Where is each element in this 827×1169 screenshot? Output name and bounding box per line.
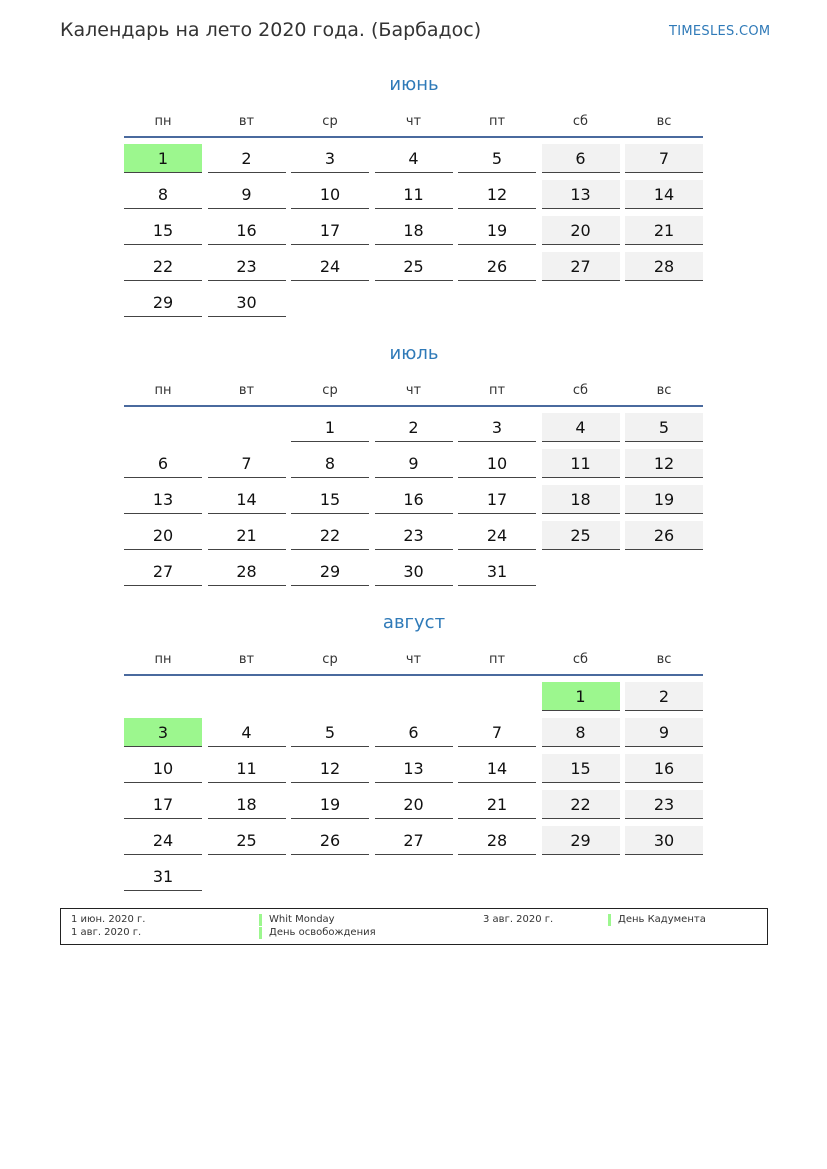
weekday-label: ср <box>322 114 338 129</box>
day-cell: 11 <box>208 754 286 783</box>
day-cell: 26 <box>291 826 369 855</box>
day-cell: 27 <box>375 826 453 855</box>
legend-date: 1 июн. 2020 г. <box>71 914 146 925</box>
weekday-label: вт <box>238 114 255 129</box>
day-cell: 7 <box>625 144 703 173</box>
month-block <box>124 343 704 603</box>
header-rule <box>124 674 703 676</box>
legend-date: 1 авг. 2020 г. <box>71 927 142 938</box>
day-cell: 30 <box>208 288 286 317</box>
day-cell: 10 <box>124 754 202 783</box>
day-cell: 8 <box>291 449 369 478</box>
day-cell: 4 <box>208 718 286 747</box>
day-cell: 20 <box>124 521 202 550</box>
day-cell: 19 <box>625 485 703 514</box>
weekday-label: сб <box>572 114 589 129</box>
day-cell: 18 <box>208 790 286 819</box>
day-cell: 8 <box>542 718 620 747</box>
day-cell: 1 <box>291 413 369 442</box>
legend-holiday-name: День освобождения <box>259 927 376 939</box>
day-cell: 22 <box>542 790 620 819</box>
day-cell: 21 <box>458 790 536 819</box>
day-cell: 25 <box>208 826 286 855</box>
weekday-label: пт <box>488 383 506 398</box>
day-cell: 16 <box>375 485 453 514</box>
day-cell: 10 <box>458 449 536 478</box>
day-cell: 2 <box>208 144 286 173</box>
day-cell: 16 <box>625 754 703 783</box>
day-cell: 25 <box>375 252 453 281</box>
day-cell: 24 <box>458 521 536 550</box>
day-cell: 13 <box>375 754 453 783</box>
day-cell: 11 <box>542 449 620 478</box>
day-cell: 20 <box>375 790 453 819</box>
weekday-label: чт <box>405 114 422 129</box>
day-cell: 17 <box>458 485 536 514</box>
day-cell: 13 <box>124 485 202 514</box>
day-cell: 23 <box>625 790 703 819</box>
day-cell: 6 <box>375 718 453 747</box>
holiday-legend <box>60 908 768 945</box>
weekday-label: пт <box>488 652 506 667</box>
day-cell: 19 <box>291 790 369 819</box>
day-cell: 15 <box>124 216 202 245</box>
day-cell: 26 <box>458 252 536 281</box>
day-cell: 12 <box>625 449 703 478</box>
weekday-label: ср <box>322 652 338 667</box>
day-cell: 12 <box>291 754 369 783</box>
day-cell: 9 <box>375 449 453 478</box>
day-cell: 6 <box>124 449 202 478</box>
day-cell: 5 <box>291 718 369 747</box>
holiday-day-cell: 3 <box>124 718 202 747</box>
day-cell: 7 <box>208 449 286 478</box>
month-block <box>124 74 704 334</box>
day-cell: 20 <box>542 216 620 245</box>
day-cell: 24 <box>291 252 369 281</box>
weekday-label: пн <box>154 652 172 667</box>
day-cell: 22 <box>291 521 369 550</box>
day-cell: 23 <box>375 521 453 550</box>
weekday-label: сб <box>572 652 589 667</box>
day-cell: 15 <box>291 485 369 514</box>
page-title: Календарь на лето 2020 года. (Барбадос) <box>60 19 482 41</box>
day-cell: 21 <box>625 216 703 245</box>
day-cell: 8 <box>124 180 202 209</box>
day-cell: 22 <box>124 252 202 281</box>
day-cell: 27 <box>542 252 620 281</box>
day-cell: 18 <box>542 485 620 514</box>
day-cell: 28 <box>208 557 286 586</box>
day-cell: 12 <box>458 180 536 209</box>
weekday-label: сб <box>572 383 589 398</box>
day-cell: 28 <box>458 826 536 855</box>
day-cell: 15 <box>542 754 620 783</box>
month-name: июнь <box>389 74 439 95</box>
day-cell: 7 <box>458 718 536 747</box>
weekday-label: пн <box>154 383 172 398</box>
day-cell: 13 <box>542 180 620 209</box>
day-cell: 6 <box>542 144 620 173</box>
day-cell: 26 <box>625 521 703 550</box>
day-cell: 11 <box>375 180 453 209</box>
legend-holiday-name: День Кадумента <box>608 914 706 926</box>
day-cell: 17 <box>124 790 202 819</box>
day-cell: 9 <box>625 718 703 747</box>
day-cell: 25 <box>542 521 620 550</box>
weekday-label: вс <box>656 652 672 667</box>
header-rule <box>124 136 703 138</box>
day-cell: 16 <box>208 216 286 245</box>
day-cell: 31 <box>124 862 202 891</box>
holiday-day-cell: 1 <box>124 144 202 173</box>
day-cell: 14 <box>458 754 536 783</box>
weekday-label: ср <box>322 383 338 398</box>
day-cell: 3 <box>458 413 536 442</box>
weekday-label: вт <box>238 383 255 398</box>
day-cell: 18 <box>375 216 453 245</box>
weekday-label: чт <box>405 652 422 667</box>
day-cell: 27 <box>124 557 202 586</box>
weekday-label: вс <box>656 383 672 398</box>
month-name: август <box>382 612 446 633</box>
legend-holiday-name: Whit Monday <box>259 914 335 926</box>
day-cell: 24 <box>124 826 202 855</box>
weekday-label: пн <box>154 114 172 129</box>
weekday-label: вт <box>238 652 255 667</box>
header-rule <box>124 405 703 407</box>
weekday-label: пт <box>488 114 506 129</box>
day-cell: 30 <box>625 826 703 855</box>
day-cell: 3 <box>291 144 369 173</box>
day-cell: 5 <box>625 413 703 442</box>
day-cell: 5 <box>458 144 536 173</box>
day-cell: 2 <box>375 413 453 442</box>
day-cell: 2 <box>625 682 703 711</box>
day-cell: 17 <box>291 216 369 245</box>
legend-date: 3 авг. 2020 г. <box>483 914 554 925</box>
day-cell: 29 <box>542 826 620 855</box>
day-cell: 19 <box>458 216 536 245</box>
day-cell: 14 <box>208 485 286 514</box>
day-cell: 4 <box>375 144 453 173</box>
day-cell: 21 <box>208 521 286 550</box>
day-cell: 31 <box>458 557 536 586</box>
day-cell: 14 <box>625 180 703 209</box>
day-cell: 28 <box>625 252 703 281</box>
site-link[interactable]: TIMESLES.COM <box>669 24 771 39</box>
day-cell: 4 <box>542 413 620 442</box>
day-cell: 10 <box>291 180 369 209</box>
day-cell: 9 <box>208 180 286 209</box>
month-name: июль <box>389 343 439 364</box>
day-cell: 29 <box>124 288 202 317</box>
day-cell: 23 <box>208 252 286 281</box>
day-cell: 29 <box>291 557 369 586</box>
weekday-label: чт <box>405 383 422 398</box>
weekday-label: вс <box>656 114 672 129</box>
holiday-day-cell: 1 <box>542 682 620 711</box>
day-cell: 30 <box>375 557 453 586</box>
month-block <box>124 612 704 886</box>
